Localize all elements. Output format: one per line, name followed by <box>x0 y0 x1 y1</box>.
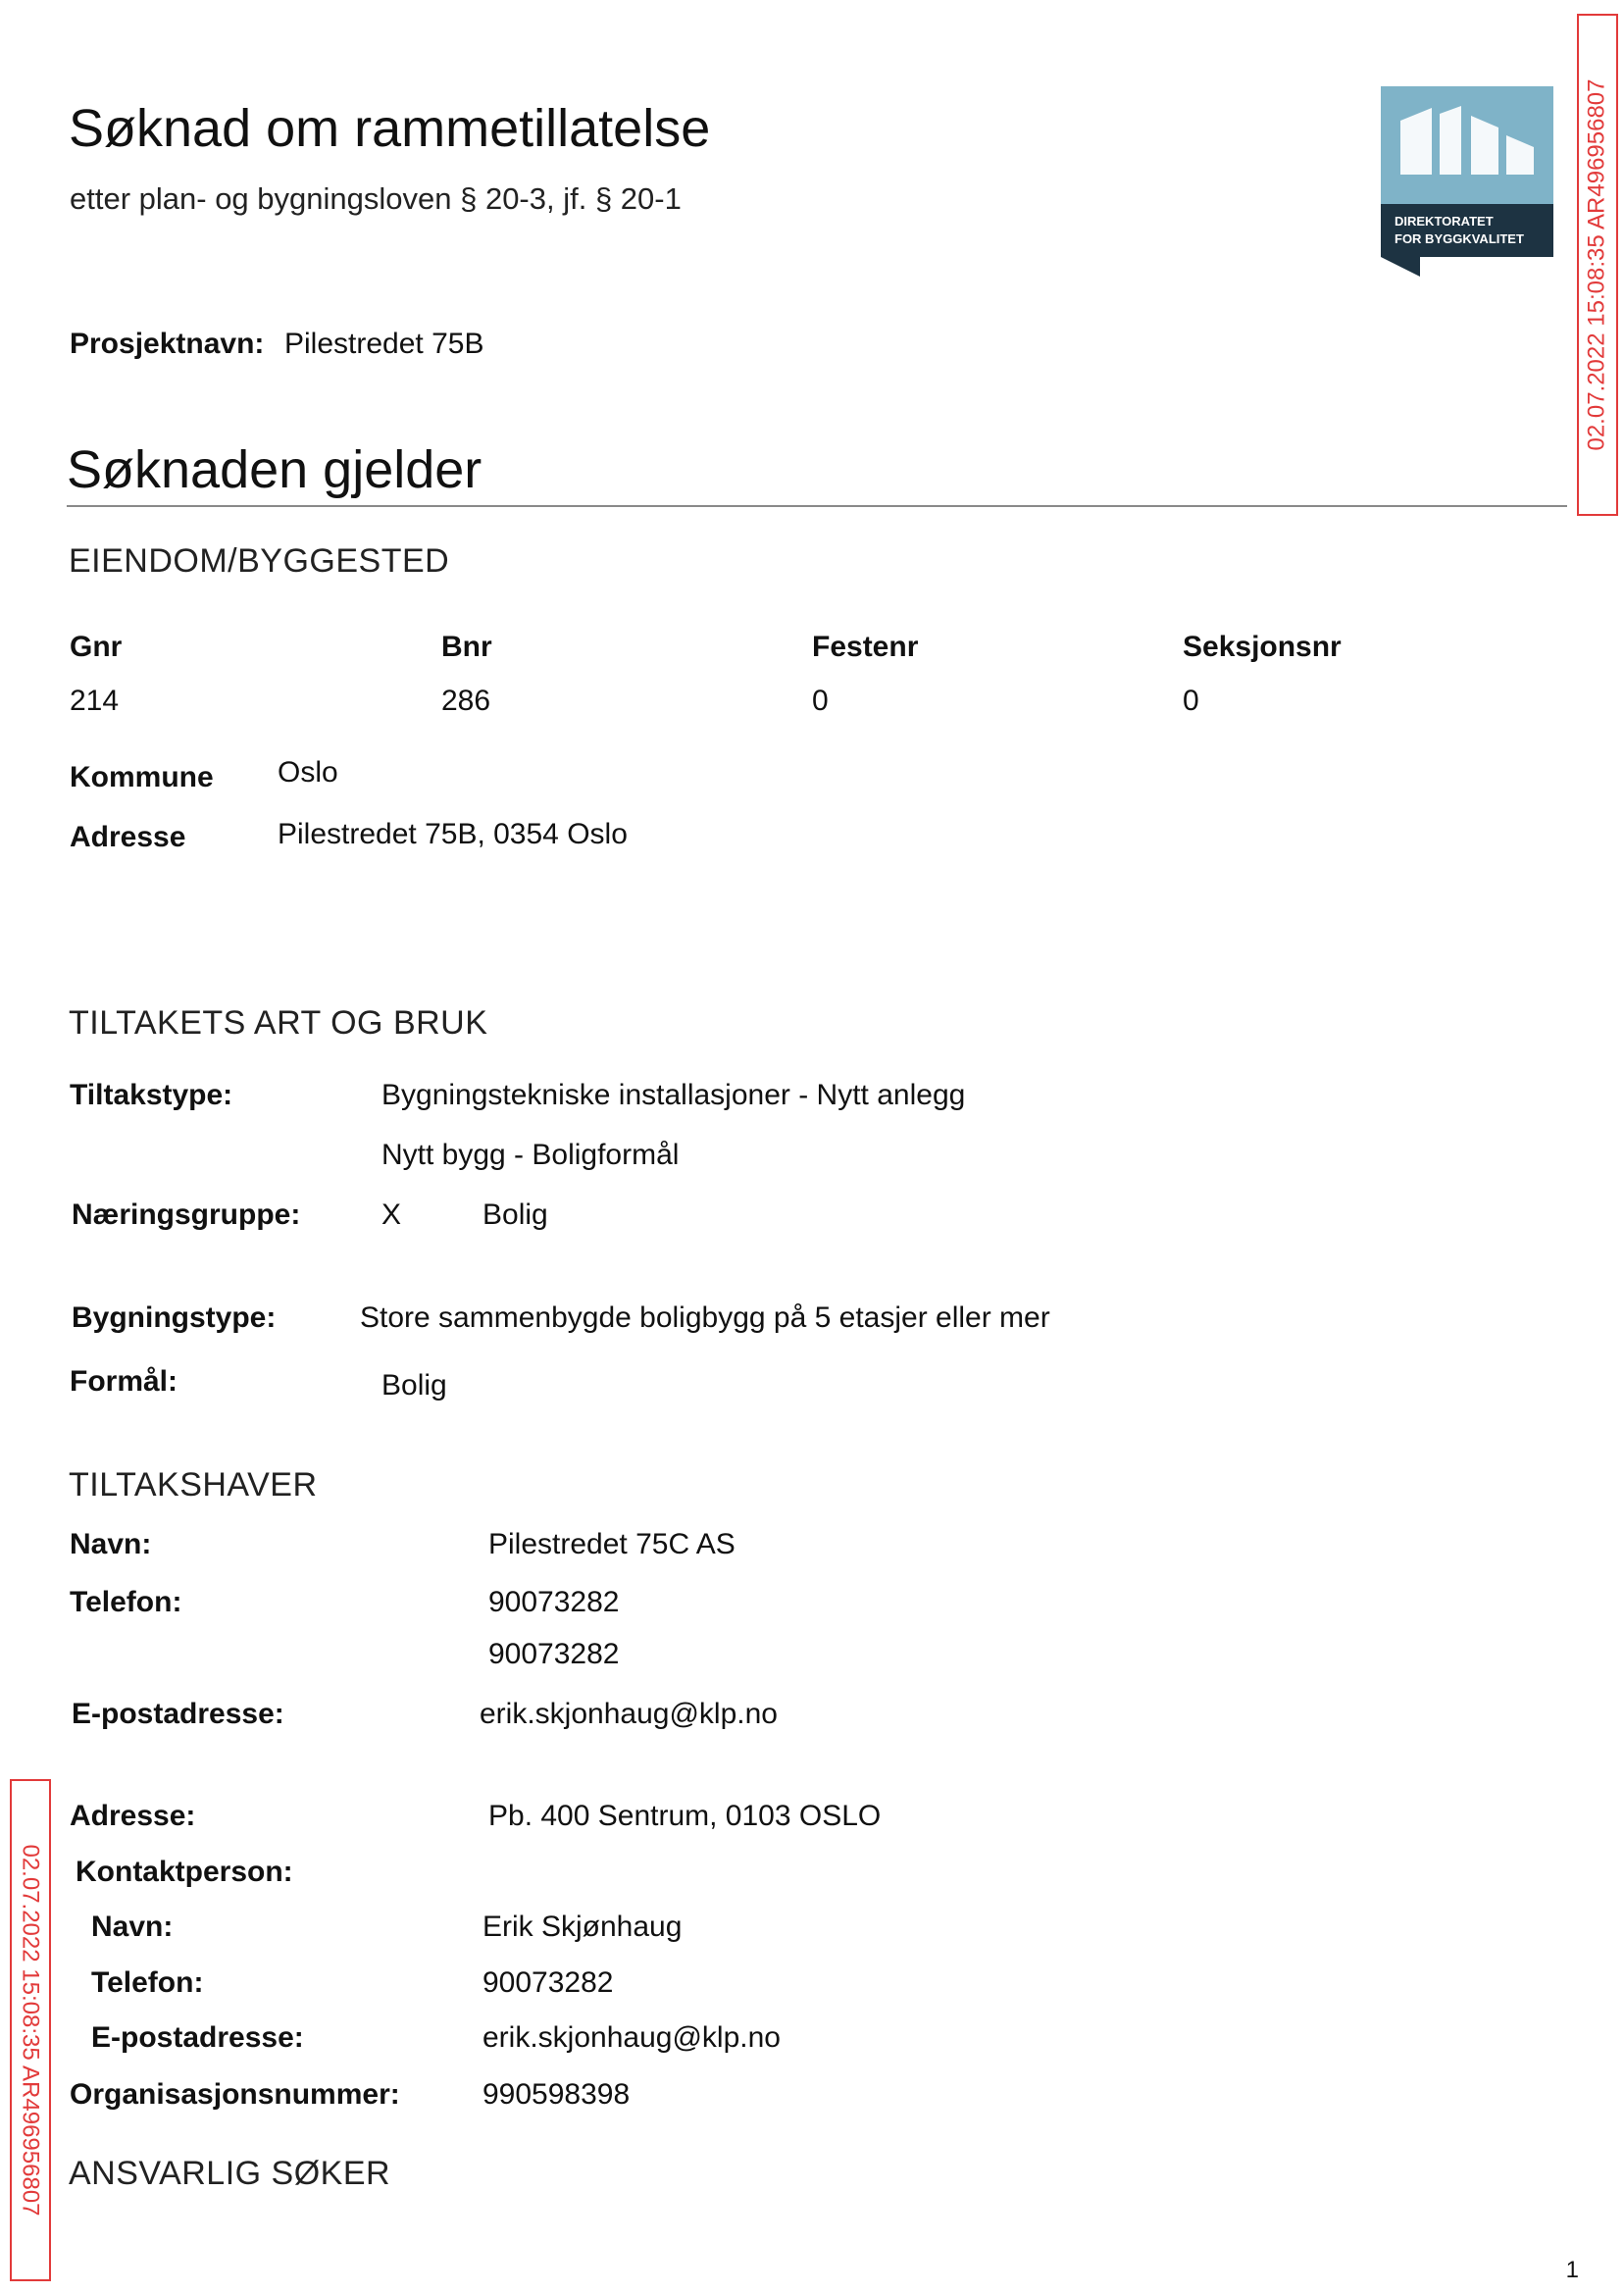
formaal-value: Bolig <box>381 1369 447 1402</box>
festenr-value: 0 <box>812 685 829 717</box>
tiltakshaver-heading: TILTAKSHAVER <box>69 1466 318 1504</box>
bygningstype-label: Bygningstype: <box>72 1301 277 1334</box>
bnr-value: 286 <box>441 685 491 717</box>
kontakt-navn-value: Erik Skjønhaug <box>482 1911 683 1943</box>
kontakt-epost-value: erik.skjonhaug@klp.no <box>482 2021 781 2054</box>
gnr-value: 214 <box>70 685 120 717</box>
section-title: Søknaden gjelder <box>67 440 482 499</box>
formaal-label: Formål: <box>70 1365 178 1398</box>
seksjonsnr-value: 0 <box>1183 685 1199 717</box>
naeringsgruppe-value: Bolig <box>482 1198 548 1231</box>
kontakt-telefon-value: 90073282 <box>482 1966 614 1999</box>
tiltakshaver-navn-label: Navn: <box>70 1528 152 1560</box>
archive-stamp-left <box>10 1779 51 2281</box>
archive-stamp-top <box>1577 14 1618 516</box>
dibk-logo <box>1381 86 1553 277</box>
kontakt-epost-label: E-postadresse: <box>91 2021 304 2054</box>
tiltakshaver-telefon-value-2: 90073282 <box>488 1638 620 1670</box>
gnr-header: Gnr <box>70 631 123 663</box>
bygningstype-value: Store sammenbygde boligbygg på 5 etasjer eller mer <box>360 1301 1050 1334</box>
seksjonsnr-header: Seksjonsnr <box>1183 631 1342 663</box>
document-title: Søknad om rammetillatelse <box>69 99 711 158</box>
tiltakshaver-telefon-value-1: 90073282 <box>488 1586 620 1618</box>
kommune-value: Oslo <box>278 756 338 789</box>
archive-stamp-text: 02.07.2022 15:08:35 AR496956807 <box>1584 78 1610 451</box>
project-value: Pilestredet 75B <box>284 328 484 360</box>
naeringsgruppe-label: Næringsgruppe: <box>72 1198 301 1231</box>
archive-stamp-text: 02.07.2022 15:08:35 AR496956807 <box>18 1844 44 2217</box>
tiltak-heading: TILTAKETS ART OG BRUK <box>69 1004 488 1042</box>
logo-line-2: FOR BYGGKVALITET <box>1395 231 1524 246</box>
orgnr-label: Organisasjonsnummer: <box>70 2078 400 2111</box>
adresse-label: Adresse <box>70 821 186 853</box>
festenr-header: Festenr <box>812 631 919 663</box>
section-divider <box>67 505 1567 507</box>
document-subtitle: etter plan- og bygningsloven § 20-3, jf. § 20-1 <box>70 181 682 216</box>
project-label: Prosjektnavn: <box>70 328 265 360</box>
bnr-header: Bnr <box>441 631 492 663</box>
adresse-value: Pilestredet 75B, 0354 Oslo <box>278 818 628 850</box>
kontakt-navn-label: Navn: <box>91 1911 174 1943</box>
kontaktperson-label: Kontaktperson: <box>76 1856 293 1888</box>
page-number: 1 <box>1565 2257 1579 2283</box>
tiltakshaver-epost-value: erik.skjonhaug@klp.no <box>480 1698 778 1730</box>
logo-line-1: DIREKTORATET <box>1395 214 1494 229</box>
tiltakstype-label: Tiltakstype: <box>70 1079 233 1111</box>
tiltakstype-value-2: Nytt bygg - Boligformål <box>381 1139 680 1171</box>
tiltakshaver-telefon-label: Telefon: <box>70 1586 182 1618</box>
eiendom-heading: EIENDOM/BYGGESTED <box>69 542 450 580</box>
orgnr-value: 990598398 <box>482 2078 631 2111</box>
tiltakshaver-adresse-label: Adresse: <box>70 1800 196 1832</box>
ansvarlig-heading: ANSVARLIG SØKER <box>69 2155 391 2192</box>
tiltakshaver-adresse-value: Pb. 400 Sentrum, 0103 OSLO <box>488 1800 882 1832</box>
naeringsgruppe-code: X <box>381 1198 402 1231</box>
kontakt-telefon-label: Telefon: <box>91 1966 204 1999</box>
kommune-label: Kommune <box>70 761 214 793</box>
tiltakshaver-epost-label: E-postadresse: <box>72 1698 284 1730</box>
tiltakstype-value-1: Bygningstekniske installasjoner - Nytt anlegg <box>381 1079 966 1111</box>
tiltakshaver-navn-value: Pilestredet 75C AS <box>488 1528 736 1560</box>
